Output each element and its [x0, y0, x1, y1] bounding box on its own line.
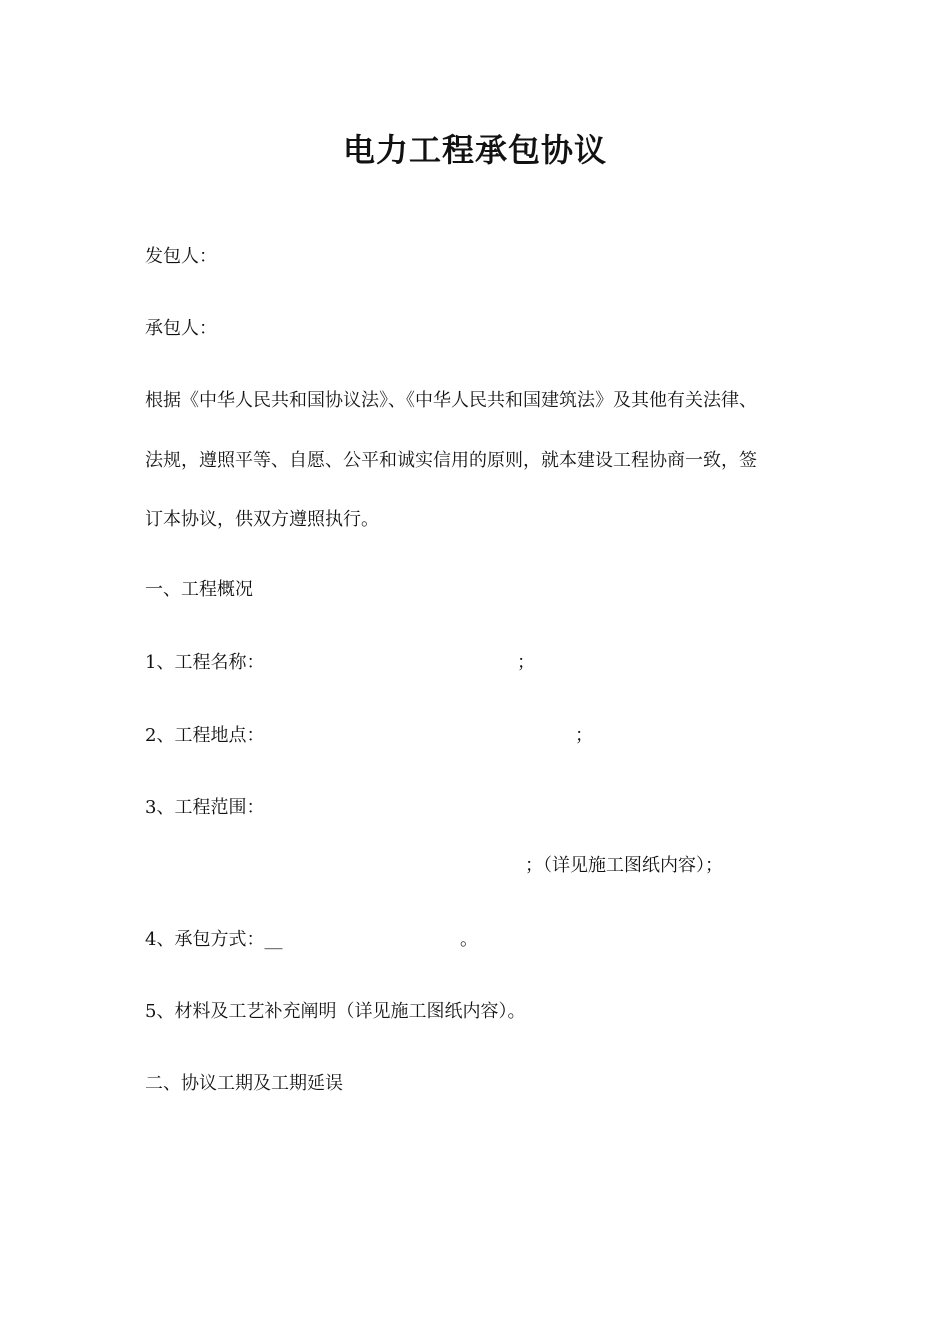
item-1-label: 1、工程名称： [145, 652, 265, 673]
item-4-terminator: 。 [460, 929, 478, 950]
item-1-terminator: ； [517, 652, 535, 673]
item-3-label: 3、工程范围： [145, 797, 265, 818]
section-2-heading: 二、协议工期及工期延误 [145, 1073, 343, 1094]
item-5-text: 5、材料及工艺补充阐明（详见施工图纸内容）。 [145, 1001, 526, 1022]
intro-paragraph-line-2: 法规，遵照平等、自愿、公平和诚实信用的原则，就本建设工程协商一致，签 [145, 450, 757, 471]
party-a-label: 发包人： [145, 246, 217, 267]
intro-paragraph-line-3: 订本协议，供双方遵照执行。 [145, 509, 379, 530]
item-4-label: 4、承包方式：__ [145, 929, 283, 950]
intro-paragraph-line-1: 根据《中华人民共和国协议法》、《中华人民共和国建筑法》及其他有关法律、 [145, 390, 757, 411]
party-b-label: 承包人： [145, 318, 217, 339]
item-2-label: 2、工程地点： [145, 725, 265, 746]
section-1-heading: 一、工程概况 [145, 579, 253, 600]
document-title: 电力工程承包协议 [342, 131, 607, 169]
item-2-terminator: ； [575, 725, 593, 746]
item-3-continuation: ；（详见施工图纸内容）； [525, 855, 723, 876]
